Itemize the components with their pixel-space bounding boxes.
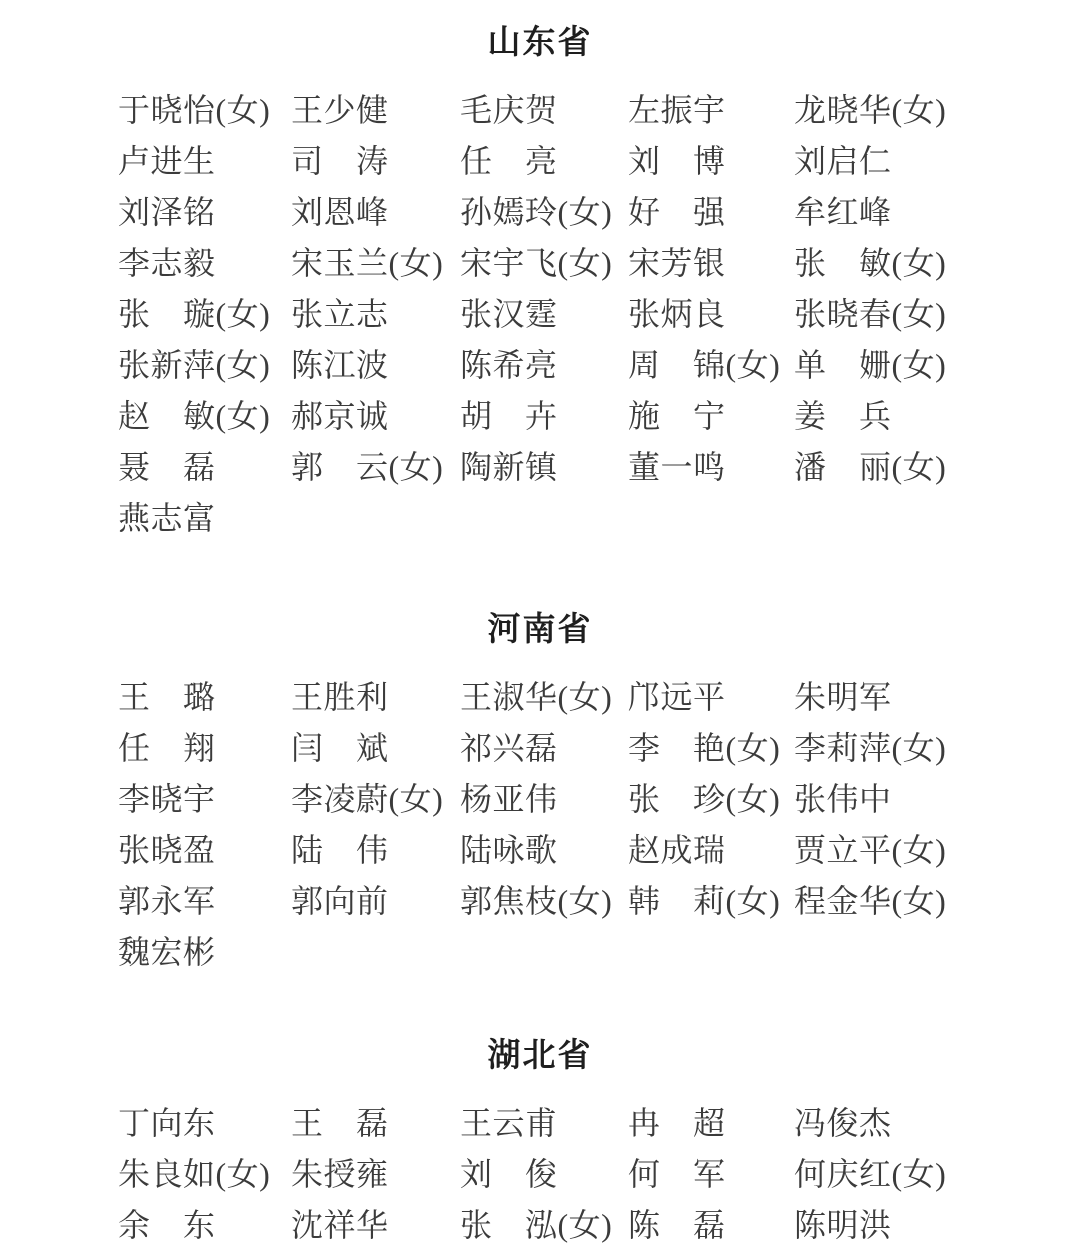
person-name: 朱明军 xyxy=(794,678,892,715)
name-row xyxy=(118,1148,1040,1199)
province-section xyxy=(0,1035,1080,1248)
person-name: 冉 超 xyxy=(628,1104,726,1141)
name-row xyxy=(118,492,1040,543)
name-grid xyxy=(0,1097,1080,1248)
name-row xyxy=(118,926,1040,977)
person-name: 宋宇飞(女) xyxy=(460,244,613,281)
person-name: 龙晓华(女) xyxy=(794,91,947,128)
person-name: 王淑华(女) xyxy=(460,678,613,715)
person-name: 张新萍(女) xyxy=(118,346,271,383)
person-name: 何 军 xyxy=(628,1155,726,1192)
person-name: 姜 兵 xyxy=(794,397,892,434)
person-name: 左振宇 xyxy=(628,91,726,128)
person-name: 余 东 xyxy=(118,1206,216,1243)
person-name: 潘 丽(女) xyxy=(794,448,947,485)
person-name: 冯俊杰 xyxy=(794,1104,892,1141)
person-name: 周 锦(女) xyxy=(628,346,781,383)
person-name: 张立志 xyxy=(291,295,389,332)
person-name: 陈希亮 xyxy=(460,346,558,383)
name-row xyxy=(118,824,1040,875)
person-name: 燕志富 xyxy=(118,499,216,536)
name-grid xyxy=(0,671,1080,977)
person-name: 单 姗(女) xyxy=(794,346,947,383)
person-name: 赵 敏(女) xyxy=(118,397,271,434)
person-name: 杨亚伟 xyxy=(460,780,558,817)
person-name: 陆咏歌 xyxy=(460,831,558,868)
person-name: 刘 博 xyxy=(628,142,726,179)
name-row xyxy=(118,722,1040,773)
person-name: 张 泓(女) xyxy=(460,1206,613,1243)
name-row xyxy=(118,875,1040,926)
person-name: 李凌蔚(女) xyxy=(291,780,444,817)
person-name: 刘启仁 xyxy=(794,142,892,179)
person-name: 郭焦枝(女) xyxy=(460,882,613,919)
person-name: 司 涛 xyxy=(291,142,389,179)
person-name: 张 敏(女) xyxy=(794,244,947,281)
person-name: 郝京诚 xyxy=(291,397,389,434)
person-name: 王少健 xyxy=(291,91,389,128)
name-row xyxy=(118,671,1040,722)
name-row xyxy=(118,390,1040,441)
person-name: 陈江波 xyxy=(291,346,389,383)
person-name: 张炳良 xyxy=(628,295,726,332)
person-name: 施 宁 xyxy=(628,397,726,434)
person-name: 朱授雍 xyxy=(291,1155,389,1192)
person-name: 王 璐 xyxy=(118,678,216,715)
person-name: 贾立平(女) xyxy=(794,831,947,868)
person-name: 闫 斌 xyxy=(291,729,389,766)
name-row xyxy=(118,135,1040,186)
name-row xyxy=(118,288,1040,339)
name-row xyxy=(118,1097,1040,1148)
province-title: 湖北省 xyxy=(487,1036,593,1073)
person-name: 朱良如(女) xyxy=(118,1155,271,1192)
person-name: 张晓春(女) xyxy=(794,295,947,332)
province-title: 山东省 xyxy=(487,23,593,60)
person-name: 李莉萍(女) xyxy=(794,729,947,766)
person-name: 好 强 xyxy=(628,193,726,230)
name-row xyxy=(118,1199,1040,1248)
person-name: 张 珍(女) xyxy=(628,780,781,817)
person-name: 何庆红(女) xyxy=(794,1155,947,1192)
person-name: 任 亮 xyxy=(460,142,558,179)
person-name: 宋玉兰(女) xyxy=(291,244,444,281)
name-row xyxy=(118,773,1040,824)
person-name: 张晓盈 xyxy=(118,831,216,868)
person-name: 毛庆贺 xyxy=(460,91,558,128)
person-name: 陶新镇 xyxy=(460,448,558,485)
name-row xyxy=(118,84,1040,135)
person-name: 沈祥华 xyxy=(291,1206,389,1243)
person-name: 李志毅 xyxy=(118,244,216,281)
person-name: 王 磊 xyxy=(291,1104,389,1141)
province-title: 河南省 xyxy=(487,610,593,647)
person-name: 丁向东 xyxy=(118,1104,216,1141)
person-name: 王胜利 xyxy=(291,678,389,715)
name-row xyxy=(118,441,1040,492)
person-name: 程金华(女) xyxy=(794,882,947,919)
person-name: 卢进生 xyxy=(118,142,216,179)
person-name: 魏宏彬 xyxy=(118,933,216,970)
person-name: 张 璇(女) xyxy=(118,295,271,332)
person-name: 郭永军 xyxy=(118,882,216,919)
person-name: 祁兴磊 xyxy=(460,729,558,766)
person-name: 董一鸣 xyxy=(628,448,726,485)
person-name: 刘 俊 xyxy=(460,1155,558,1192)
province-section xyxy=(0,0,1080,543)
person-name: 刘泽铭 xyxy=(118,193,216,230)
name-row xyxy=(118,237,1040,288)
person-name: 张伟中 xyxy=(794,780,892,817)
person-name: 于晓怡(女) xyxy=(118,91,271,128)
person-name: 李 艳(女) xyxy=(628,729,781,766)
person-name: 聂 磊 xyxy=(118,448,216,485)
person-name: 孙嫣玲(女) xyxy=(460,193,613,230)
person-name: 任 翔 xyxy=(118,729,216,766)
person-name: 陈明洪 xyxy=(794,1206,892,1243)
person-name: 郭向前 xyxy=(291,882,389,919)
person-name: 陆 伟 xyxy=(291,831,389,868)
person-name: 陈 磊 xyxy=(628,1206,726,1243)
province-section xyxy=(0,609,1080,977)
person-name: 王云甫 xyxy=(460,1104,558,1141)
person-name: 宋芳银 xyxy=(628,244,726,281)
name-row xyxy=(118,339,1040,390)
person-name: 刘恩峰 xyxy=(291,193,389,230)
person-name: 郭 云(女) xyxy=(291,448,444,485)
person-name: 邝远平 xyxy=(628,678,726,715)
person-name: 张汉霆 xyxy=(460,295,558,332)
person-name: 胡 卉 xyxy=(460,397,558,434)
person-name: 牟红峰 xyxy=(794,193,892,230)
person-name: 韩 莉(女) xyxy=(628,882,781,919)
person-name: 李晓宇 xyxy=(118,780,216,817)
name-row xyxy=(118,186,1040,237)
name-grid xyxy=(0,84,1080,543)
person-name: 赵成瑞 xyxy=(628,831,726,868)
